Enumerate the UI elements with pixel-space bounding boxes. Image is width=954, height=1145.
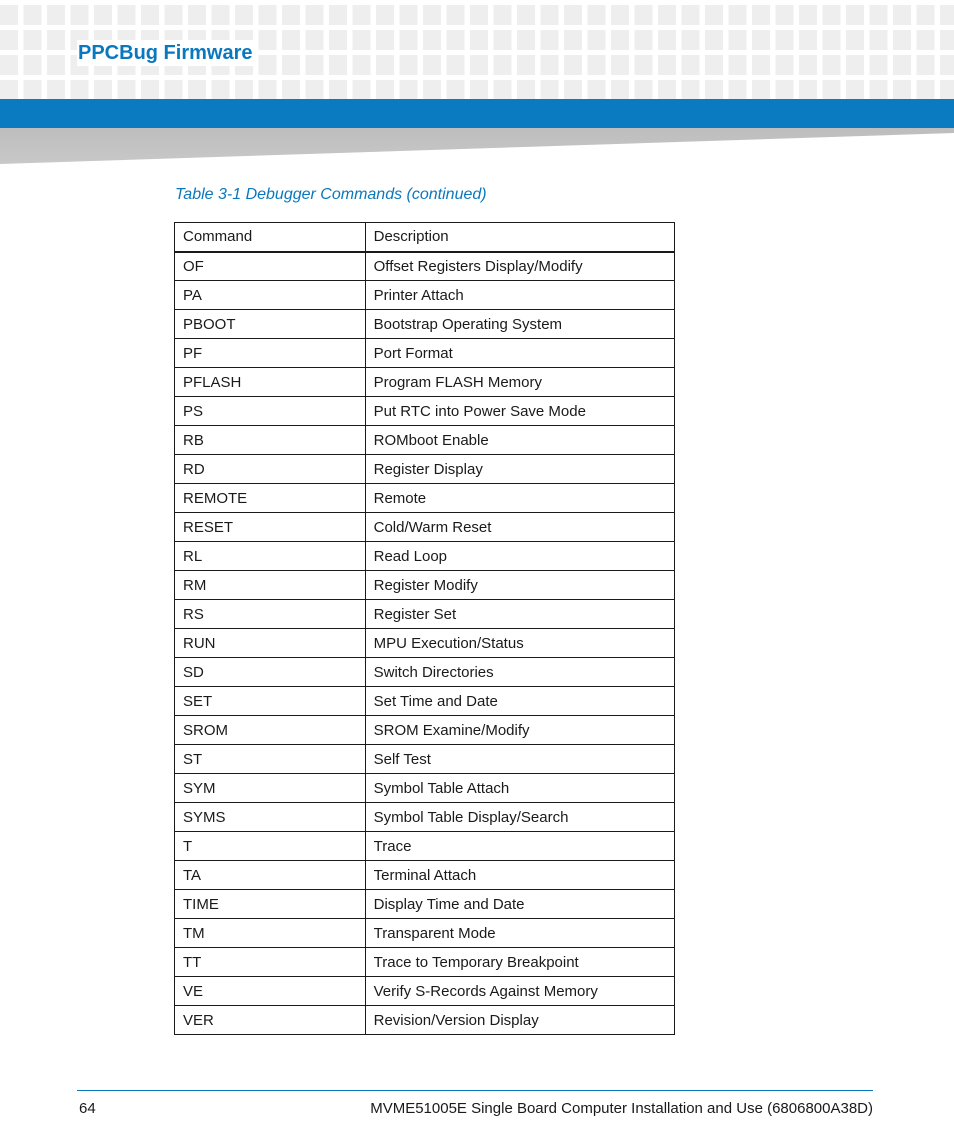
command-cell: TA <box>175 861 366 890</box>
description-cell: Self Test <box>365 745 674 774</box>
command-cell: SROM <box>175 716 366 745</box>
table-row <box>175 252 675 281</box>
description-cell: Remote <box>365 484 674 513</box>
command-cell: PF <box>175 339 366 368</box>
table-row <box>175 426 675 455</box>
table-row <box>175 571 675 600</box>
command-cell: PS <box>175 397 366 426</box>
table-row <box>175 803 675 832</box>
table-header-row <box>175 223 675 252</box>
header-grey-band <box>0 128 954 164</box>
table-row <box>175 629 675 658</box>
table-row <box>175 542 675 571</box>
table-row <box>175 368 675 397</box>
table-row <box>175 600 675 629</box>
description-cell: ROMboot Enable <box>365 426 674 455</box>
description-cell: Symbol Table Display/Search <box>365 803 674 832</box>
description-cell: Printer Attach <box>365 281 674 310</box>
page-number: 64 <box>79 1100 96 1117</box>
command-cell: VE <box>175 977 366 1006</box>
table-row <box>175 948 675 977</box>
description-cell: MPU Execution/Status <box>365 629 674 658</box>
description-cell: Register Modify <box>365 571 674 600</box>
description-cell: Cold/Warm Reset <box>365 513 674 542</box>
description-cell: Program FLASH Memory <box>365 368 674 397</box>
description-cell: Register Set <box>365 600 674 629</box>
description-cell: SROM Examine/Modify <box>365 716 674 745</box>
table-row <box>175 774 675 803</box>
command-cell: OF <box>175 252 366 281</box>
description-cell: Trace to Temporary Breakpoint <box>365 948 674 977</box>
document-title: MVME51005E Single Board Computer Installation and Use (6806800A38D) <box>370 1100 873 1117</box>
table-row <box>175 658 675 687</box>
command-cell: RM <box>175 571 366 600</box>
description-cell: Bootstrap Operating System <box>365 310 674 339</box>
description-cell: Set Time and Date <box>365 687 674 716</box>
command-cell: TT <box>175 948 366 977</box>
table-row <box>175 1006 675 1035</box>
command-cell: RUN <box>175 629 366 658</box>
table-row <box>175 455 675 484</box>
table-row <box>175 832 675 861</box>
table-row <box>175 977 675 1006</box>
command-cell: RESET <box>175 513 366 542</box>
command-cell: TIME <box>175 890 366 919</box>
command-cell: SYMS <box>175 803 366 832</box>
command-cell: ST <box>175 745 366 774</box>
description-cell: Put RTC into Power Save Mode <box>365 397 674 426</box>
table-row <box>175 513 675 542</box>
table-body <box>175 252 675 1035</box>
description-cell: Switch Directories <box>365 658 674 687</box>
command-cell: SD <box>175 658 366 687</box>
command-cell: RS <box>175 600 366 629</box>
command-cell: TM <box>175 919 366 948</box>
section-title: PPCBug Firmware <box>77 40 256 66</box>
command-cell: RL <box>175 542 366 571</box>
command-cell: T <box>175 832 366 861</box>
description-cell: Verify S-Records Against Memory <box>365 977 674 1006</box>
table-row <box>175 310 675 339</box>
description-cell: Revision/Version Display <box>365 1006 674 1035</box>
table-row <box>175 716 675 745</box>
command-cell: SET <box>175 687 366 716</box>
column-header-command: Command <box>175 223 366 252</box>
table-row <box>175 890 675 919</box>
command-cell: SYM <box>175 774 366 803</box>
description-cell: Port Format <box>365 339 674 368</box>
command-cell: PFLASH <box>175 368 366 397</box>
command-cell: RB <box>175 426 366 455</box>
column-header-description: Description <box>365 223 674 252</box>
description-cell: Display Time and Date <box>365 890 674 919</box>
table-row <box>175 861 675 890</box>
table-row <box>175 339 675 368</box>
command-cell: RD <box>175 455 366 484</box>
command-cell: REMOTE <box>175 484 366 513</box>
command-cell: PA <box>175 281 366 310</box>
description-cell: Register Display <box>365 455 674 484</box>
command-cell: PBOOT <box>175 310 366 339</box>
command-cell: VER <box>175 1006 366 1035</box>
description-cell: Transparent Mode <box>365 919 674 948</box>
description-cell: Offset Registers Display/Modify <box>365 252 674 281</box>
table-row <box>175 745 675 774</box>
footer-rule <box>77 1090 873 1091</box>
header-blue-band <box>0 99 954 128</box>
description-cell: Read Loop <box>365 542 674 571</box>
description-cell: Symbol Table Attach <box>365 774 674 803</box>
table-row <box>175 919 675 948</box>
table-caption: Table 3-1 Debugger Commands (continued) <box>175 186 487 203</box>
table-row <box>175 281 675 310</box>
debugger-commands-table <box>174 222 675 1035</box>
table-row <box>175 397 675 426</box>
description-cell: Terminal Attach <box>365 861 674 890</box>
table-row <box>175 484 675 513</box>
description-cell: Trace <box>365 832 674 861</box>
table-row <box>175 687 675 716</box>
